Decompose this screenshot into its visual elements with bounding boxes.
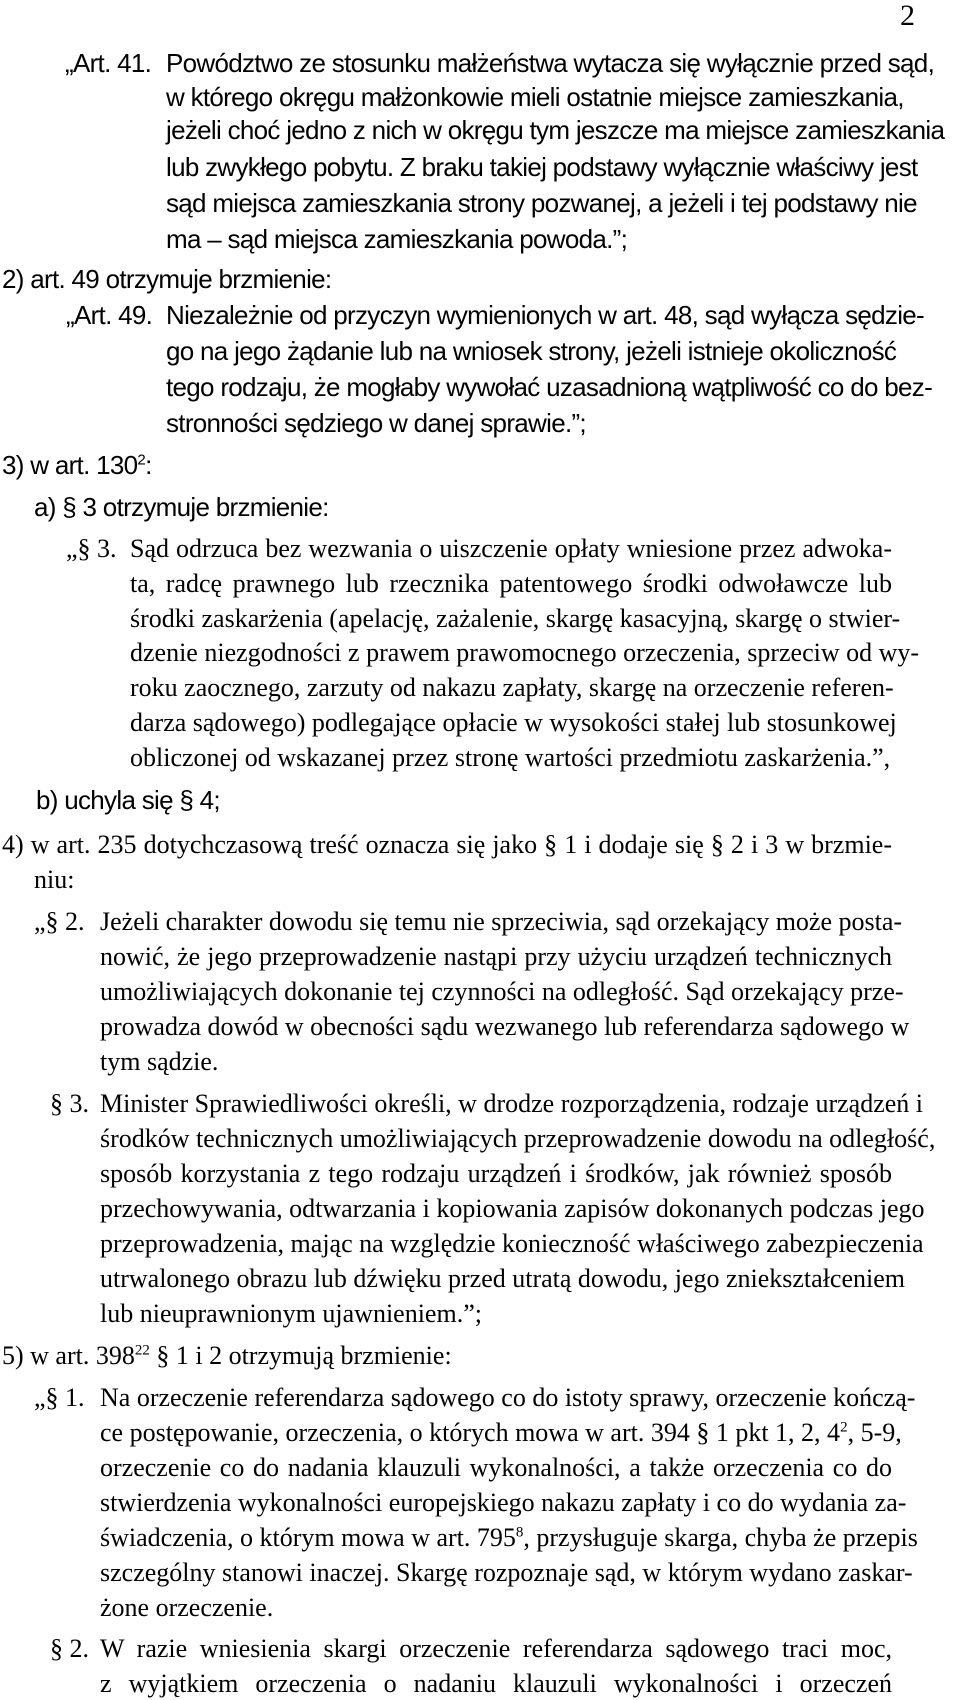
para-3b-line: przeprowadzenia, mając na względzie konieczność właściwego zabezpieczenia [100, 1229, 924, 1258]
para-3b-lead: § 3. [50, 1089, 89, 1118]
item-4-label: niu: [34, 865, 75, 894]
para-3-line: środki zaskarżenia (apelację, zażalenie, skargę kasacyjną, skargę o stwier- [130, 604, 901, 633]
para-2-line: umożliwiających dokonanie tej czynności na odległość. Sąd orzekający prze- [100, 977, 904, 1006]
art-49-line: tego rodzaju, że mogłaby wywołać uzasadnioną wątpliwość co do bez- [166, 372, 933, 402]
art-49-line: go na jego żądanie lub na wniosek strony, jeżeli istnieje okoliczność [166, 336, 897, 366]
para-2b-line: z wyjątkiem orzeczenia o nadaniu klauzuli wykonalności i orzeczeń [100, 1669, 892, 1698]
art-41-lead: „Art. 41. [65, 48, 152, 78]
para-3b-line: przechowywania, odtwarzania i kopiowania zapisów dokonanych podczas jego [100, 1194, 925, 1223]
para-3-line: dzenie niezgodności z prawem prawomocnego orzeczenia, sprzeciw od wy- [130, 638, 920, 667]
para-3-line: Sąd odrzuca bez wezwania o uiszczenie opłaty wniesione przez adwoka- [130, 534, 892, 563]
para-2b-lead: § 2. [50, 1634, 89, 1663]
para-2-line: tym sądzie. [100, 1047, 219, 1076]
para-1-line: orzeczenie co do nadania klauzuli wykonalności, a także orzeczenia co do [100, 1453, 892, 1482]
item-2-label: 2) art. 49 otrzymuje brzmienie: [2, 264, 332, 294]
para-3b-line: Minister Sprawiedliwości określi, w drodze rozporządzenia, rodzaje urządzeń i [100, 1089, 924, 1118]
para-1-line: szczególny stanowi inaczej. Skargę rozpoznaje sąd, w którym wydano zaskar- [100, 1558, 913, 1587]
item-4-label: 4) w art. 235 dotychczasową treść oznacza się jako § 1 i dodaje się § 2 i 3 w brzmie- [2, 830, 892, 859]
art-49-line: stronności sędziego w danej sprawie.”; [166, 408, 586, 438]
page-number: 2 [900, 0, 915, 32]
item-5-label: 5) w art. $398^{22}$ § 1 i 2 otrzymują brzmienie: [2, 1341, 452, 1370]
item-3-sub-b: b) uchyla się § 4; [36, 785, 220, 815]
art-49-line: Niezależnie od przyczyn wymienionych w art. 48, sąd wyłącza sędzie- [166, 300, 924, 330]
para-2-lead: „§ 2. [34, 907, 85, 936]
para-2-line: prowadza dowód w obecności sądu wezwanego lub referendarza sądowego w [100, 1012, 910, 1041]
para-1-lead: „§ 1. [34, 1383, 85, 1412]
para-1-line: świadczenia, o którym mowa w art. $795^8$, przysługuje skarga, chyba że przepis [100, 1523, 918, 1552]
para-2-line: Jeżeli charakter dowodu się temu nie sprzeciwia, sąd orzekający może posta- [100, 907, 903, 936]
para-2-line: nowić, że jego przeprowadzenie nastąpi przy użyciu urządzeń technicznych [100, 942, 892, 971]
para-3-line: ta, radcę prawnego lub rzecznika patentowego środki odwoławcze lub [130, 569, 892, 598]
art-41-line: jeżeli choć jedno z nich w okręgu tym jeszcze ma miejsce zamieszkania [166, 115, 945, 145]
para-1-line: stwierdzenia wykonalności europejskiego nakazu zapłaty i co do wydania za- [100, 1488, 907, 1517]
para-3b-line: środków technicznych umożliwiających przeprowadzenie dowodu na odległość, [100, 1124, 936, 1153]
art-41-line: w którego okręgu małżonkowie mieli ostatnie miejsce zamieszkania, [166, 82, 904, 112]
art-49-lead: „Art. 49. [66, 300, 153, 330]
para-3b-line: utrwalonego obrazu lub dźwięku przed utratą dowodu, jego zniekształceniem [100, 1264, 905, 1293]
para-3-line: roku zaocznego, zarzuty od nakazu zapłaty, skargę na orzeczenie referen- [130, 673, 894, 702]
para-1-line: Na orzeczenie referendarza sądowego co do istoty sprawy, orzeczenie kończą- [100, 1383, 916, 1412]
para-2b-line: W razie wniesienia skargi orzeczenie referendarza sądowego traci moc, [100, 1634, 892, 1663]
art-41-line: sąd miejsca zamieszkania strony pozwanej, a jeżeli i tej podstawy nie [166, 188, 917, 218]
para-1-line: żone orzeczenie. [100, 1593, 274, 1622]
para-3-lead: „§ 3. [66, 534, 117, 563]
para-3-line: darza sądowego) podlegające opłacie w wysokości stałej lub stosunkowej [130, 708, 897, 737]
para-3b-line: sposób korzystania z tego rodzaju urządzeń i środków, jak również sposób [100, 1159, 892, 1188]
art-41-line: lub zwykłego pobytu. Z braku takiej podstawy wyłącznie właściwy jest [166, 152, 918, 182]
para-1-line: ce postępowanie, orzeczenia, o których mowa w art. 394 § 1 pkt 1, 2, $4^2$, 5-9, [100, 1418, 902, 1447]
para-3b-line: lub nieuprawnionym ujawnieniem.”; [100, 1299, 482, 1328]
art-41-line: Powództwo ze stosunku małżeństwa wytacza się wyłącznie przed sąd, [166, 48, 935, 78]
item-3-label: 3) w art. $130^2$: [2, 450, 152, 480]
para-3-line: obliczonej od wskazanej przez stronę wartości przedmiotu zaskarżenia.”, [130, 743, 891, 772]
art-41-line: ma – sąd miejsca zamieszkania powoda.”; [166, 224, 628, 254]
item-3-sub-a: a) § 3 otrzymuje brzmienie: [34, 492, 329, 522]
